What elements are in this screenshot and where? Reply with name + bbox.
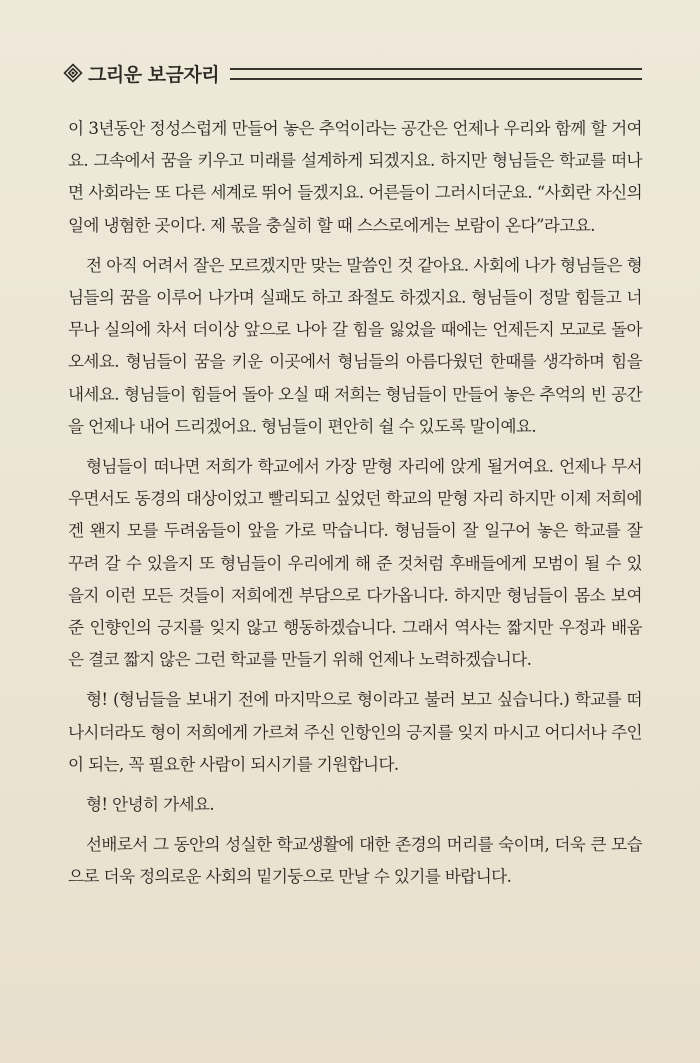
paragraph-1: 이 3년동안 정성스럽게 만들어 놓은 추억이라는 공간은 언제나 우리와 함께 할 거여요. 그속에서 꿈을 키우고 미래를 설계하게 되겠지요. 하지만 형님들은 학교를 떠나면 사회라는 또 다른 세계로 뛰어 들겠지요. 어른들이 그러시더군요. “사회란 자신의 일에 냉혐한 곳이다. 제 몫을 충실히 할 때 스스로에게는 보람이 온다”라고요. bbox=[68, 119, 642, 235]
diamond-ornament-icon bbox=[62, 62, 84, 84]
header-double-rule bbox=[230, 68, 642, 80]
paragraph-4: 형! (형님들을 보내기 전에 마지막으로 형이라고 불러 보고 싶습니다.) 학교를 떠나시더라도 형이 저희에게 가르쳐 주신 인항인의 긍지를 잊지 마시고 어디서나 주인이 되는, 꼭 필요한 사람이 되시기를 기원합니다. bbox=[68, 690, 642, 774]
paragraph-5: 형! 안녕히 가세요. bbox=[86, 795, 215, 815]
paragraph-2: 전 아직 어려서 잘은 모르겠지만 맞는 말씀인 것 같아요. 사회에 나가 형님들은 형님들의 꿈을 이루어 나가며 실패도 하고 좌절도 하겠지요. 형님들이 정말 힘들고 너무나 실의에 차서 더이상 앞으로 나아 갈 힘을 잃었을 때에는 언제든지 모교로 돌아 오세요. 형님들이 꿈을 키운 이곳에서 형님들의 아름다웠던 한때를 생각하며 힘을 내세요. 형님들이 힘들어 돌아 오실 때 저희는 형님들이 만들어 놓은 추억의 빈 공간을 언제나 내어 드리겠어요. 형님들이 편안히 쉴 수 있도록 말이예요. bbox=[68, 255, 642, 436]
running-header bbox=[62, 58, 642, 88]
body-text bbox=[68, 113, 642, 902]
paragraph-6: 선배로서 그 동안의 성실한 학교생활에 대한 존경의 머리를 숙이며, 더욱 큰 모습으로 더욱 정의로운 사회의 밑기둥으로 만날 수 있기를 바랍니다. bbox=[68, 835, 642, 887]
chapter-title: 그리운 보금자리 bbox=[88, 64, 220, 86]
paragraph-3: 형님들이 떠나면 저희가 학교에서 가장 맏형 자리에 앉게 될거여요. 언제나 무서우면서도 동경의 대상이었고 빨리되고 싶었던 학교의 맏형 자리 하지만 이제 저희에겐 왠지 모를 두려움들이 앞을 가로 막습니다. 형님들이 잘 일구어 놓은 학교를 잘 꾸려 갈 수 있을지 또 형님들이 우리에게 해 준 것처럼 후배들에게 모범이 될 수 있을지 이런 모든 것들이 저희에겐 부담으로 다가옵니다. 하지만 형님들이 몸소 보여준 인향인의 긍지를 잊지 않고 행동하겠습니다. 그래서 역사는 짧지만 우정과 배움은 결코 짧지 않은 그런 학교를 만들기 위해 언제나 노력하겠습니다. bbox=[68, 457, 642, 670]
